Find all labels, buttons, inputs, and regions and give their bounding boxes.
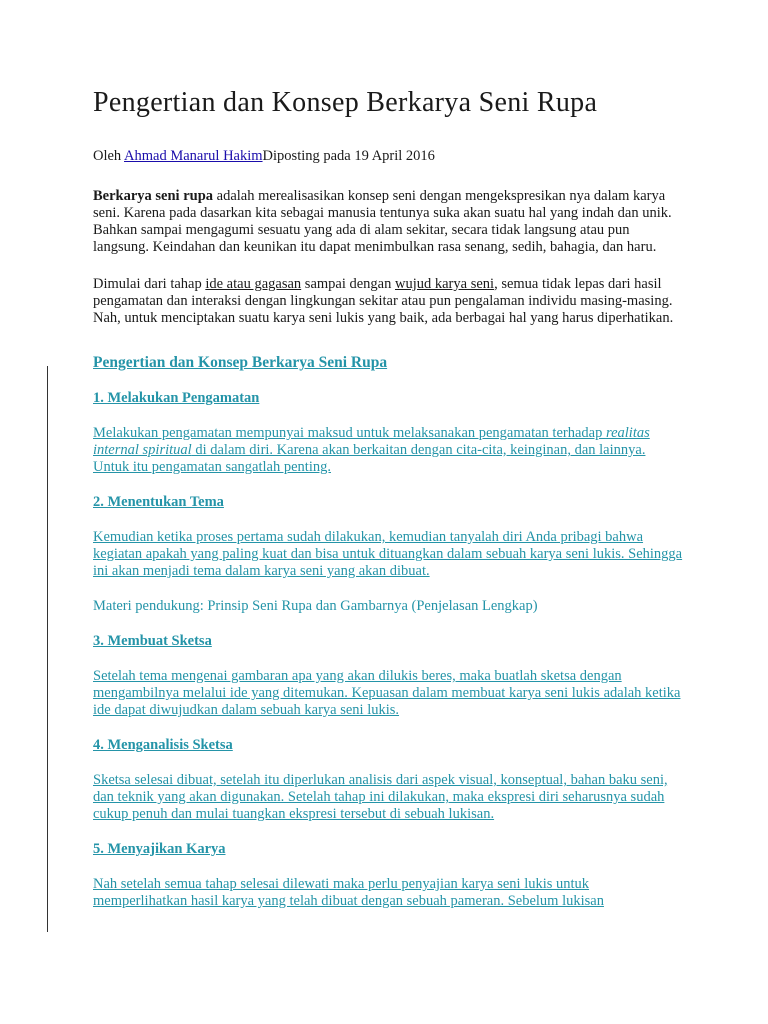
- step-1-heading[interactable]: 1. Melakukan Pengamatan: [93, 390, 260, 406]
- step-1-emphasis: realitas internal spiritual: [93, 425, 650, 458]
- author-link[interactable]: Ahmad Manarul Hakim: [124, 148, 263, 164]
- ide-gagasan-link[interactable]: ide atau gagasan: [205, 276, 302, 292]
- step-5-heading[interactable]: 5. Menyajikan Karya: [93, 841, 226, 857]
- p2-text-a: Dimulai dari tahap: [93, 276, 206, 292]
- step-4-text[interactable]: Sketsa selesai dibuat, setelah itu diperlukan analisis dari aspek visual, konseptual, bahan baku seni, dan teknik yang akan digunakan. Setelah tahap ini dilakukan, maka ekspresi diri seharusnya sudah cukup penuh dan mulai tuangkan ekspresi tersebut di sebuah lukisan.: [93, 772, 668, 822]
- byline: [93, 147, 683, 165]
- byline-prefix: Oleh: [93, 148, 125, 164]
- intro-bold-term: Berkarya seni rupa: [93, 188, 214, 204]
- left-margin-rule: [47, 366, 48, 932]
- p2-text-c: , semua tidak lepas dari hasil pengamatan dan interaksi dengan lingkungan sekitar atau pun pengalaman individu masing-masing. Nah, untuk menciptakan suatu karya seni lukis yang baik, ada berbagai hal yang harus diperhatikan.: [93, 276, 674, 326]
- intro-text: adalah merealisasikan konsep seni dengan mengekspresikan nya dalam karya seni. Karena pada dasarkan kita sebagai manusia tentunya suka akan suatu hal yang indah dan unik. Bahkan sampai mengagumi sesuatu yang ada di alam sekitar, secara tidak langsung atau pun langsung. Keindahan dan keunikan itu dapat menimbulkan rasa senang, sedih, bahagia, dan haru.: [93, 188, 672, 255]
- step-1-text-a: Melakukan pengamatan mempunyai maksud untuk melaksanakan pengamatan terhadap: [93, 425, 606, 441]
- p2-text-b: sampai dengan: [301, 276, 395, 292]
- step-4-heading[interactable]: 4. Menganalisis Sketsa: [93, 737, 233, 753]
- related-material-link[interactable]: Materi pendukung: Prinsip Seni Rupa dan Gambarnya (Penjelasan Lengkap): [93, 598, 538, 614]
- step-2-text[interactable]: Kemudian ketika proses pertama sudah dilakukan, kemudian tanyalah diri Anda pribagi bahwa kegiatan apakah yang paling kuat dan bisa untuk dituangkan dalam sebuah karya seni lukis. Sehingga ini akan menjadi tema dalam karya seni yang akan dibuat.: [93, 529, 683, 579]
- step-5-text[interactable]: Nah setelah semua tahap selesai dilewati maka perlu penyajian karya seni lukis untuk memperlihatkan hasil karya yang telah dibuat dengan sebuah pameran. Sebelum lukisan: [93, 876, 604, 909]
- posted-date: Diposting pada 19 April 2016: [262, 148, 435, 164]
- step-3-heading[interactable]: 3. Membuat Sketsa: [93, 633, 212, 649]
- step-2-heading[interactable]: 2. Menentukan Tema: [93, 494, 224, 510]
- wujud-karya-link[interactable]: wujud karya seni: [395, 276, 495, 292]
- intro-paragraph: [93, 188, 683, 256]
- step-1-text[interactable]: [93, 425, 683, 476]
- page-title: Pengertian dan Konsep Berkarya Seni Rupa: [93, 87, 598, 118]
- section-heading-link[interactable]: Pengertian dan Konsep Berkarya Seni Rupa: [93, 354, 388, 371]
- step-1-text-b: di dalam diri. Karena akan berkaitan dengan cita-cita, keinginan, dan lainnya. Untuk itu pengamatan sangatlah penting.: [93, 442, 646, 475]
- step-3-text[interactable]: Setelah tema mengenai gambaran apa yang akan dilukis beres, maka buatlah sketsa dengan mengambilnya melalui ide yang ditemukan. Kepuasan dalam membuat karya seni lukis adalah ketika ide dapat diwujudkan dalam sebuah karya seni lukis.: [93, 668, 681, 718]
- document-page: [93, 86, 683, 928]
- second-paragraph: [93, 276, 683, 327]
